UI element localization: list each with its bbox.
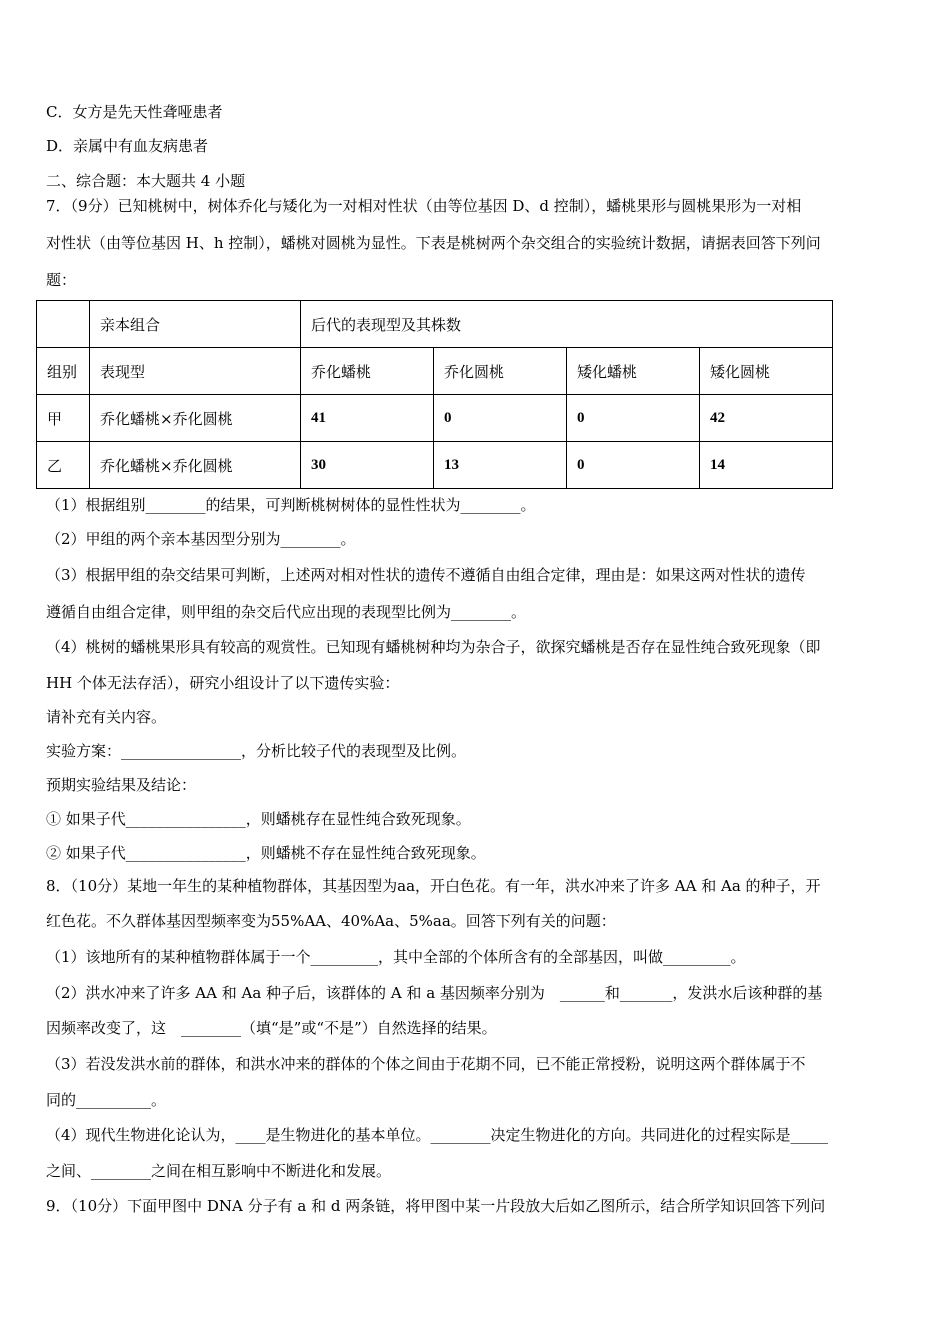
section-heading: 二、综合题：本大题共 4 小题 — [46, 172, 246, 190]
table-cell: 41 — [301, 395, 434, 442]
question-8-part-2: 因频率改变了，这 ________（填“是”或“不是”）自然选择的结果。 — [46, 1019, 497, 1037]
question-7-part-4: HH 个体无法存活），研究小组设计了以下遗传实验： — [46, 674, 400, 692]
question-8-text: 红色花。不久群体基因型频率变为55%AA、40%Aa、5%aa。回答下列有关的问题： — [46, 912, 616, 930]
question-7-part-2: （2）甲组的两个亲本基因型分别为________。 — [46, 530, 356, 548]
question-8-part-4: （4）现代生物进化论认为，____是生物进化的基本单位。________决定生物进化的方向。共同进化的过程实际是_____ — [46, 1126, 829, 1144]
table-cell: 14 — [700, 442, 833, 489]
table-cell — [37, 301, 90, 348]
table-row — [37, 348, 833, 395]
question-9-text: 9．（10分）下面甲图中 DNA 分子有 a 和 d 两条链，将甲图中某一片段放大后如乙图所示，结合所学知识回答下列问 — [46, 1197, 826, 1215]
table-cell: 0 — [567, 395, 700, 442]
table-row — [37, 395, 833, 442]
question-8-text: 8．（10分）某地一年生的某种植物群体，其基因型为aa，开白色花。有一年，洪水冲来了许多 AA 和 Aa 的种子，开 — [46, 877, 821, 895]
question-7-part-4: 预期实验结果及结论： — [46, 776, 197, 794]
table-header-cell: 后代的表现型及其株数 — [301, 301, 833, 348]
table-header-cell: 乔化圆桃 — [434, 348, 567, 395]
table-header-cell: 矮化圆桃 — [700, 348, 833, 395]
question-7-part-1: （1）根据组别________的结果，可判断桃树树体的显性性状为________。 — [46, 496, 536, 514]
table-cell: 42 — [700, 395, 833, 442]
question-7-text: 7．（9分）已知桃树中，树体乔化与矮化为一对相对性状（由等位基因 D、d 控制），蟠桃果形与圆桃果形为一对相 — [46, 197, 802, 215]
question-8-part-2: （2）洪水冲来了许多 AA 和 Aa 种子后，该群体的 A 和 a 基因频率分别为 ______和_______，发洪水后该种群的基 — [46, 984, 823, 1002]
question-7-part-4: 请补充有关内容。 — [46, 708, 167, 726]
data-table — [36, 300, 833, 489]
question-7-part-3: （3）根据甲组的杂交结果可判断，上述两对相对性状的遗传不遵循自由组合定律，理由是：如果这两对性状的遗传 — [46, 566, 806, 584]
question-8-part-4: 之间、________之间在相互影响中不断进化和发展。 — [46, 1162, 392, 1180]
question-7-part-4: ② 如果子代________________，则蟠桃不存在显性纯合致死现象。 — [46, 844, 486, 862]
table-header-cell: 乔化蟠桃 — [301, 348, 434, 395]
table-cell: 30 — [301, 442, 434, 489]
table-row — [37, 301, 833, 348]
table-cell: 乔化蟠桃×乔化圆桃 — [90, 395, 301, 442]
option-d: D．亲属中有血友病患者 — [46, 137, 209, 155]
table-header-cell: 亲本组合 — [90, 301, 301, 348]
table-row — [37, 442, 833, 489]
table-cell: 乙 — [37, 442, 90, 489]
table-cell: 0 — [434, 395, 567, 442]
question-7-part-4: 实验方案：________________，分析比较子代的表现型及比例。 — [46, 742, 467, 760]
table-header-cell: 组别 — [37, 348, 90, 395]
question-8-part-3: （3）若没发洪水前的群体，和洪水冲来的群体的个体之间由于花期不同，已不能正常授粉，说明这两个群体属于不 — [46, 1055, 806, 1073]
table-header-cell: 表现型 — [90, 348, 301, 395]
table-cell: 13 — [434, 442, 567, 489]
question-7-part-4: （4）桃树的蟠桃果形具有较高的观赏性。已知现有蟠桃树种均为杂合子，欲探究蟠桃是否存在显性纯合致死现象（即 — [46, 638, 821, 656]
option-c: C．女方是先天性聋哑患者 — [46, 103, 223, 121]
table-header-cell: 矮化蟠桃 — [567, 348, 700, 395]
question-7-text: 题： — [46, 271, 77, 289]
question-7-part-4: ① 如果子代________________，则蟠桃存在显性纯合致死现象。 — [46, 810, 471, 828]
question-7-part-3: 遵循自由组合定律，则甲组的杂交后代应出现的表现型比例为________。 — [46, 603, 527, 621]
question-8-part-1: （1）该地所有的某种植物群体属于一个_________，其中全部的个体所含有的全部基因，叫做_________。 — [46, 948, 746, 966]
question-8-part-3: 同的__________。 — [46, 1091, 167, 1109]
question-7-text: 对性状（由等位基因 H、h 控制），蟠桃对圆桃为显性。下表是桃树两个杂交组合的实验统计数据，请据表回答下列问 — [46, 234, 821, 252]
table-cell: 甲 — [37, 395, 90, 442]
table-cell: 0 — [567, 442, 700, 489]
table-cell: 乔化蟠桃×乔化圆桃 — [90, 442, 301, 489]
